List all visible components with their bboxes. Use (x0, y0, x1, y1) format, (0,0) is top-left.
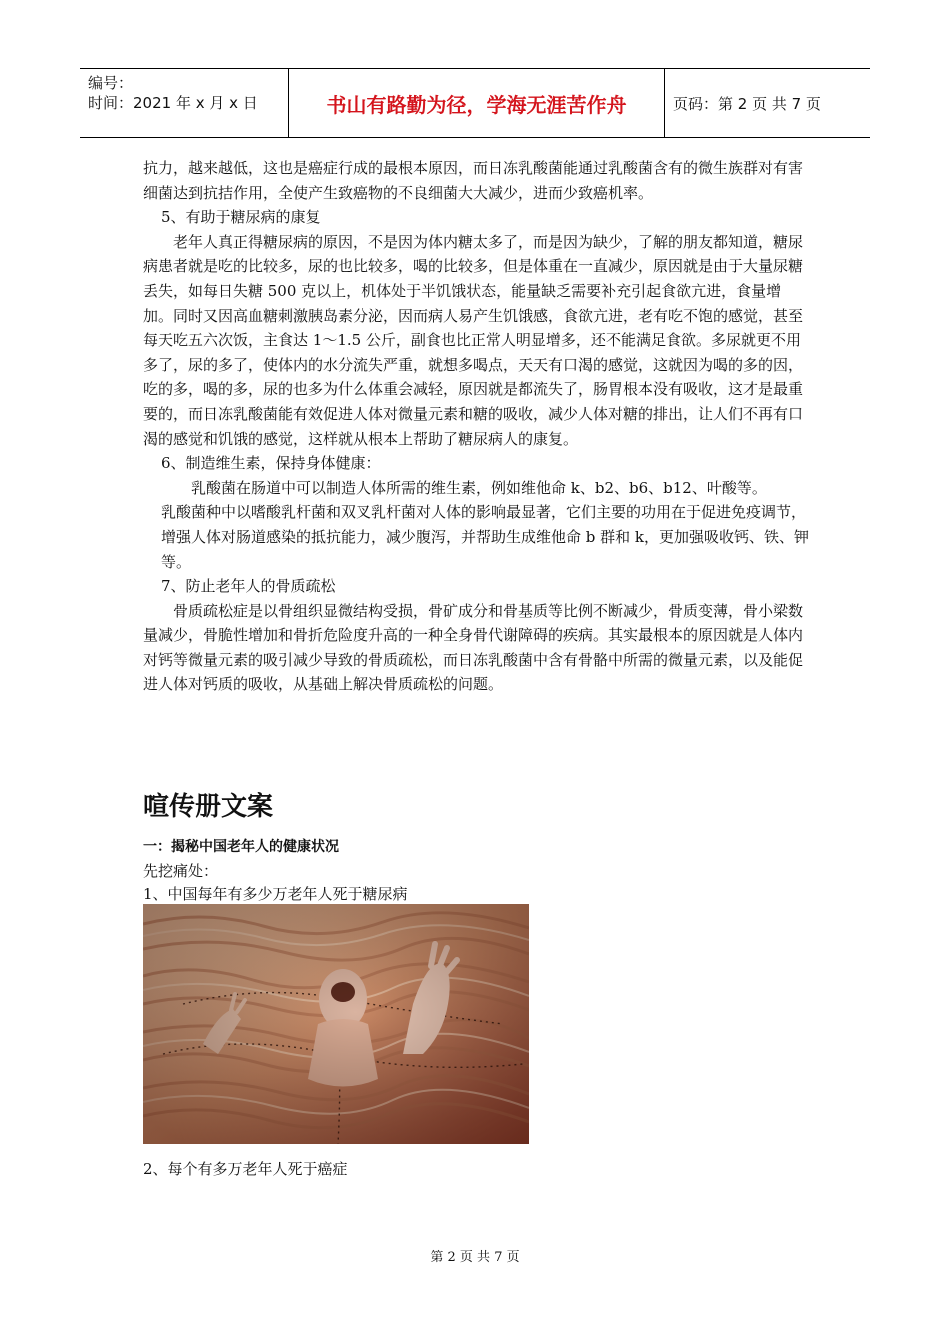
code-label: 编号： (88, 74, 134, 92)
brochure-item-1: 1、中国每年有多少万老年人死于糖尿病 (143, 885, 408, 903)
paragraph-cancer: 抗力，越来越低，这也是癌症行成的最根本原因，而日冻乳酸菌能通过乳酸菌含有的微生族群对有害细菌达到抗拮作用，全使产生致癌物的不良细菌大大减少，进而少致癌机率。 (143, 159, 804, 202)
desert-sand-image (143, 904, 529, 1144)
section-heading-7: 7、防止老年人的骨质疏松 (161, 577, 336, 596)
page-footer: 第 2 页 共 7 页 (430, 1250, 520, 1265)
header-meta (80, 69, 288, 137)
brochure-subtitle: 一：揭秘中国老年人的健康状况 (143, 839, 339, 855)
page-header (80, 68, 870, 138)
header-page-info: 页码：第 2 页 共 7 页 (673, 94, 821, 113)
section-heading-6: 6、制造维生素，保持身体健康： (161, 454, 381, 473)
section-heading-5: 5、有助于糖尿病的康复 (161, 208, 321, 227)
date-label: 时间：2021 年 x 月 x 日 (88, 94, 258, 112)
brochure-item-2: 2、每个有多万老年人死于癌症 (143, 1160, 348, 1178)
paragraph-vitamins: 乳酸菌在肠道中可以制造人体所需的维生素，例如维他命 k、b2、b6、b12、叶酸等。 (191, 478, 767, 497)
paragraph-diabetes: 老年人真正得糖尿病的原因，不是因为体内糖太多了，而是因为缺少，了解的朋友都知道，糖尿病患者就是吃的比较多，尿的也比较多，喝的比较多，但是体重在一直减少，原因就是由于大量尿糖丢失，如每日失糖 500 克以上，机体处于半饥饿状态，能量缺乏需要补充引起食欲亢进，食量增加。同时又因高血糖刺激胰岛素分泌，因而病人易产生饥饿感，食欲亢进，老有吃不饱的感觉，甚至每天吃五六次饭，主食达 1～1.5 公斤，副食也比正常人明显增多，还不能满足食欲。多尿就更不用多了，尿的多了，使体内的水分流失严重，就想多喝点，天天有口渴的感觉，这就因为喝的多的因，吃的多，喝的多，尿的也多为什么体重会减轻，原因就是都流失了，肠胃根本没有吸收，这才是最重要的，而日冻乳酸菌能有效促进人体对微量元素和糖的吸收，减少人体对糖的排出，让人们不再有口渴的感觉和饥饿的感觉，这样就从根本上帮助了糖尿病人的康复。 (143, 232, 804, 448)
brochure-intro: 先挖痛处： (143, 862, 219, 880)
document-body (143, 156, 809, 697)
header-motto: 书山有路勤为径，学海无涯苦作舟 (288, 69, 665, 137)
brochure-title: 喧传册文案 (143, 792, 274, 822)
paragraph-lactobacillus: 乳酸菌种中以嗜酸乳杆菌和双叉乳杆菌对人体的影响最显著，它们主要的功用在于促进免疫调节，增强人体对肠道感染的抵抗能力，减少腹泻，并帮助生成维他命 b 群和 k，更加强吸收钙、铁、钾等。 (161, 503, 809, 571)
desert-sand-illustration (143, 904, 529, 1144)
paragraph-osteoporosis: 骨质疏松症是以骨组织显微结构受损，骨矿成分和骨基质等比例不断减少，骨质变薄，骨小梁数量减少，骨脆性增加和骨折危险度升高的一种全身骨代谢障碍的疾病。其实最根本的原因就是人体内对钙等微量元素的吸引减少导致的骨质疏松，而日冻乳酸菌中含有骨骼中所需的微量元素，以及能促进人体对钙质的吸收，从基础上解决骨质疏松的问题。 (143, 601, 804, 694)
